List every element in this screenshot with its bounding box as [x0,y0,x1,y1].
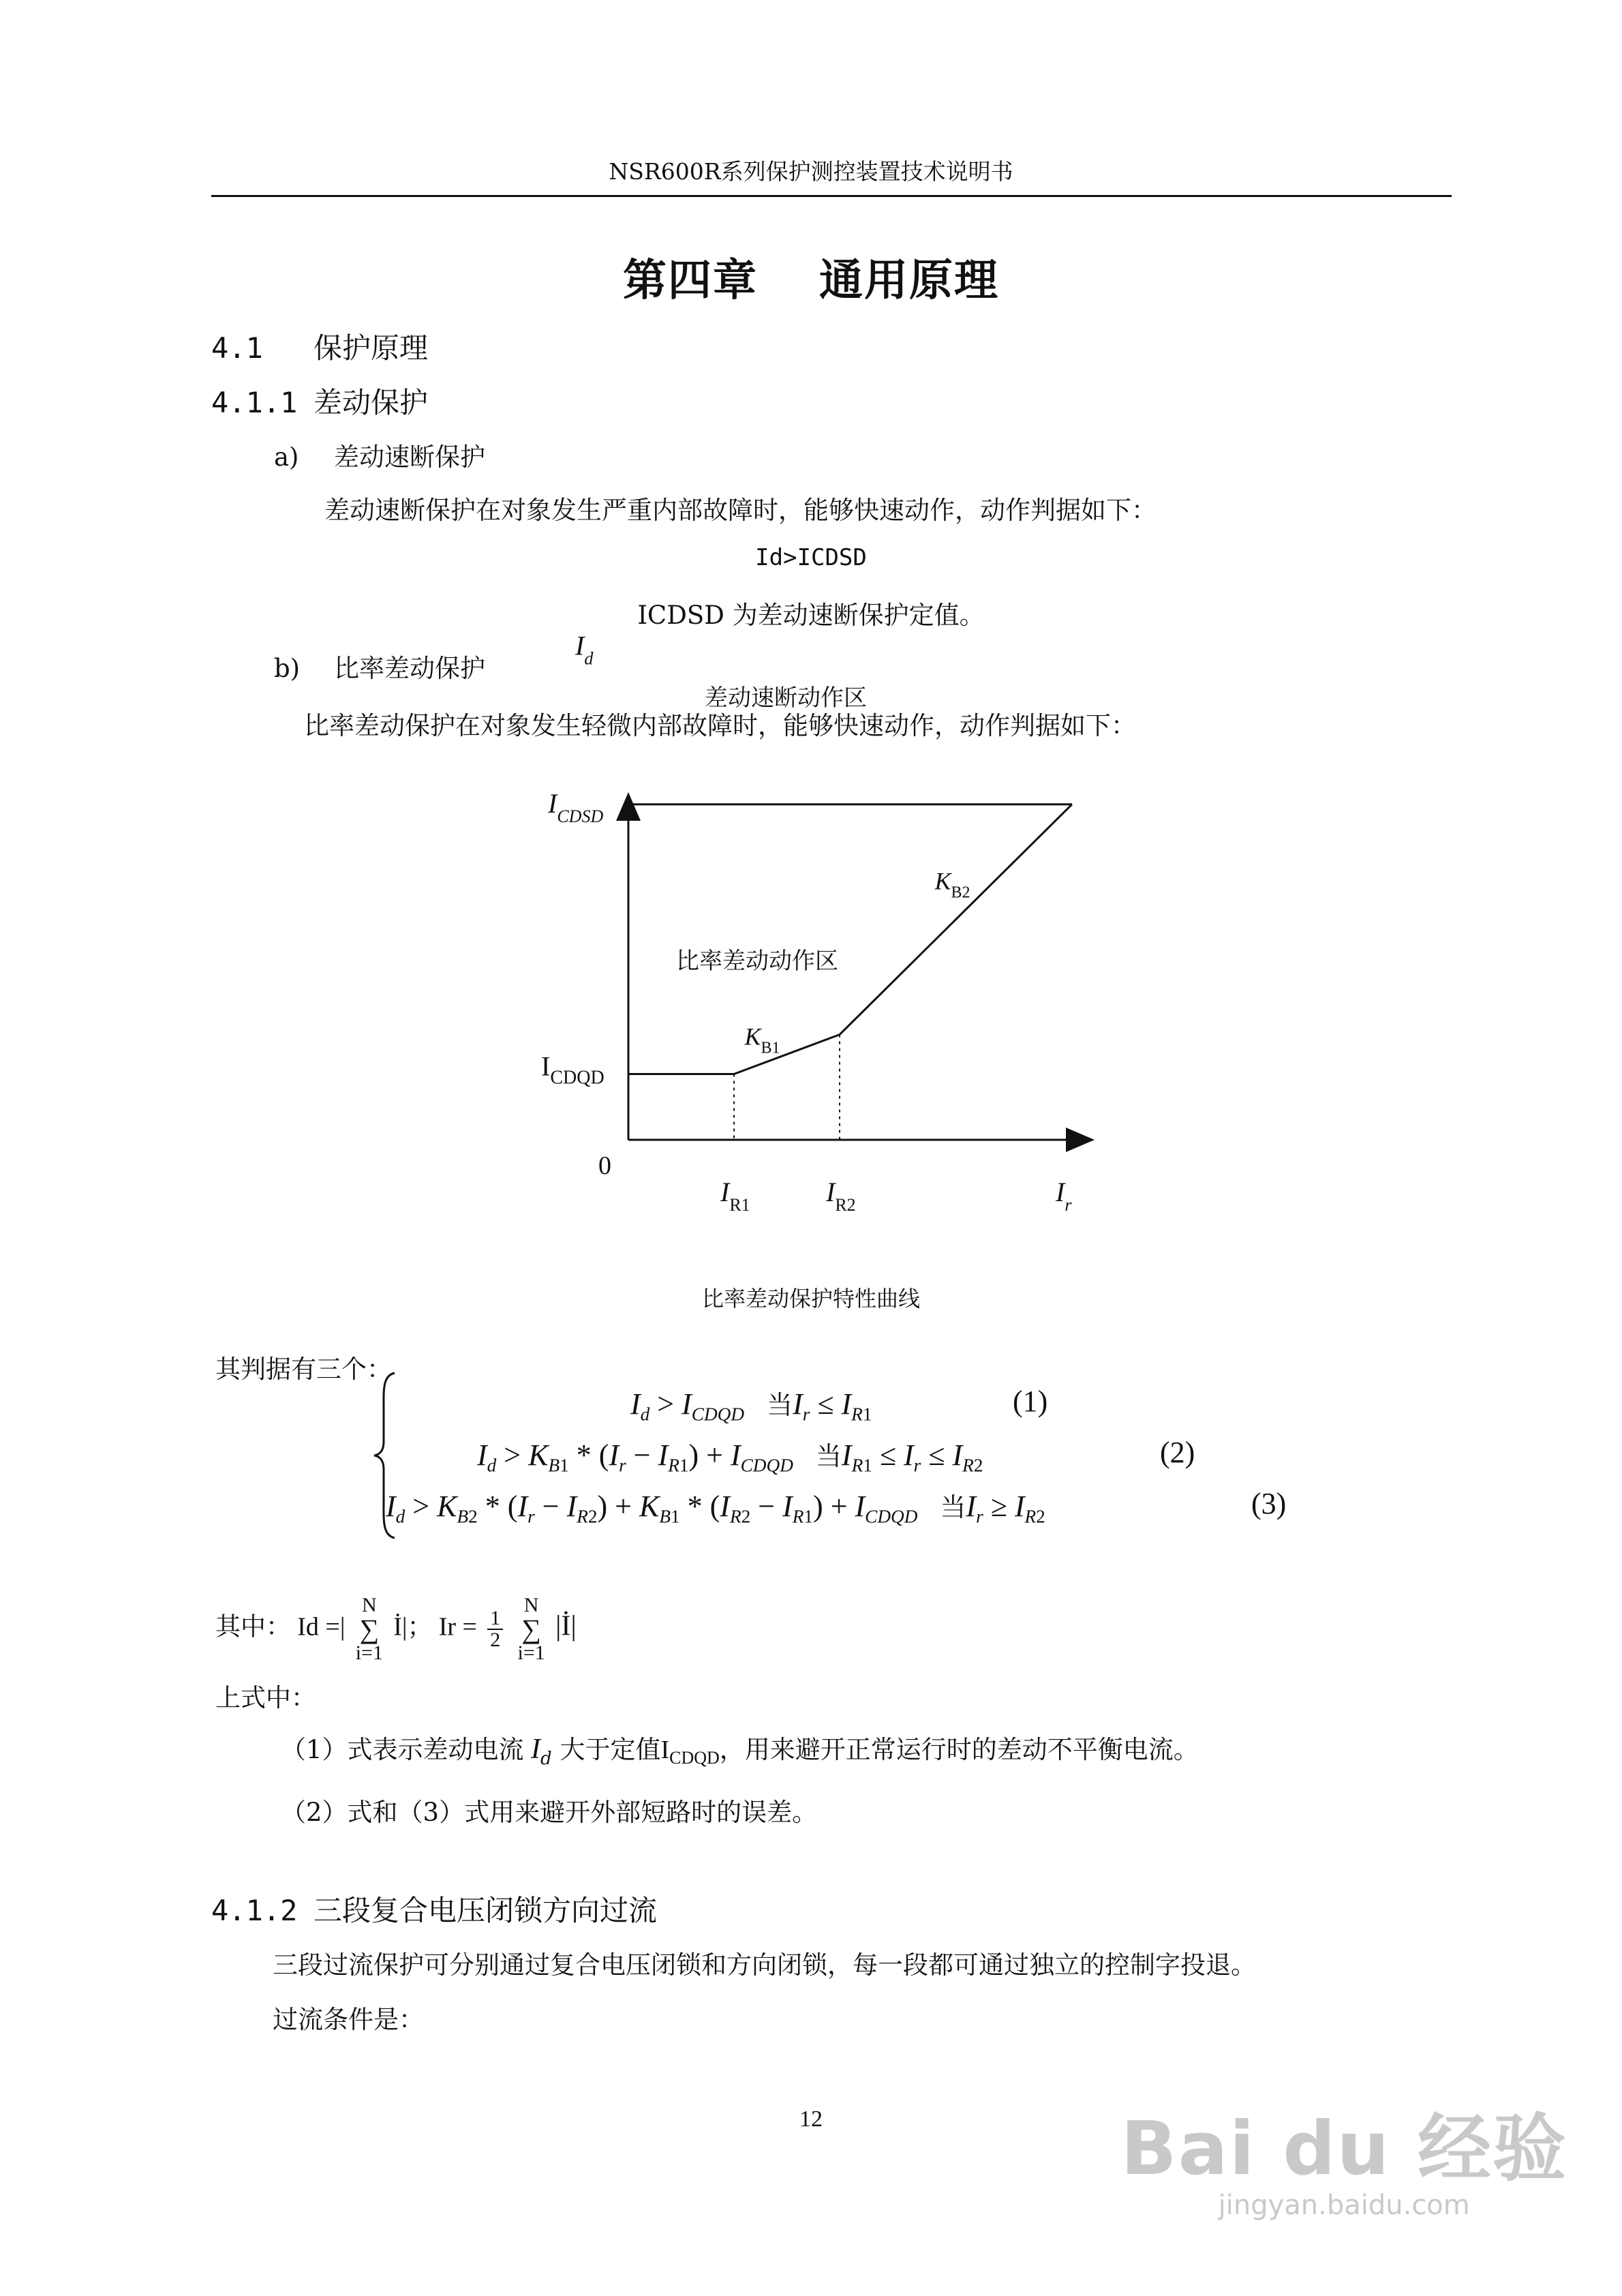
chart-labels [541,630,1072,1215]
section-number: 4.1 [211,331,263,365]
paragraph-overcurrent-condition: 过流条件是： [273,2005,424,2034]
section-heading-4-1-2 [211,1888,657,1929]
chapter-name: 通用原理 [819,256,999,306]
explain-line-1: （1）式表示差动电流 $I_d$ 大于定值$I_{CDQD}$，用来避开正常运行时的差动不平衡电流。 [281,1734,1199,1770]
list-title: 比率差动保护 [334,654,485,683]
x-axis-label: $I_r$ [1056,1177,1072,1215]
section-title: 保护原理 [313,331,429,365]
ir1-tick-label: $I_{R1}$ [720,1177,750,1215]
equation-3-number: (3) [1251,1487,1287,1520]
section-number: 4.1.1 [211,386,298,419]
ratio-characteristic-line [628,804,1072,1074]
equation-3: $I_d > K_{B2} * (I_r - I_{R2}) + K_{B1} * (I_{R2} - I_{R1}) + I_{CDQD}$ 当$I_r \ge I_{R2}$ [386,1490,1045,1527]
explain-line-2: （2）式和（3）式用来避开外部短路时的误差。 [281,1798,818,1827]
sum-id: N ∑ i=1 [355,1594,383,1664]
chart-guides [734,1035,840,1140]
kb1-slope-label: $K_{B1}$ [744,1023,780,1057]
y-axis-label: $I_d$ [575,630,594,669]
equation-1: $I_d > I_{CDQD}$ 当$I_r \le I_{R1}$ [630,1387,872,1425]
paragraph-quick-break: 差动速断保护在对象发生严重内部故障时，能够快速动作，动作判据如下： [324,496,1157,525]
region-ratio-label: 比率差动动作区 [676,948,838,976]
paragraph-ratio-diff: 比率差动保护在对象发生轻微内部故障时，能够快速动作，动作判据如下： [304,711,1136,740]
equation-1-number: (1) [1013,1385,1048,1418]
section-title: 差动保护 [313,386,429,419]
origin-label: 0 [598,1151,611,1180]
equation-2-number: (2) [1160,1436,1195,1469]
chart-caption: 比率差动保护特性曲线 [701,1286,920,1312]
criteria-intro: 其判据有三个： [215,1355,392,1384]
watermark-url: jingyan.baidu.com [1218,2190,1470,2221]
section-number: 4.1.2 [211,1894,298,1927]
list-label: b) [274,654,301,683]
ir2-tick-label: $I_{R2}$ [826,1177,856,1215]
icdqd-tick-label: $I_{CDQD}$ [541,1051,605,1089]
page-number: 12 [799,2106,823,2132]
list-title: 差动速断保护 [334,442,485,472]
note-icdsd: ICDSD 为差动速断保护定值。 [637,601,985,630]
equation-2: $I_d > K_{B1} * (I_r - I_{R1}) + I_{CDQD}$ 当$I_{R1} \le I_r \le I_{R2}$ [477,1438,983,1476]
icdsd-tick-label: $I_{CDSD}$ [548,787,604,826]
list-label: a) [274,442,299,472]
sum-ir: N ∑ i=1 [517,1594,545,1664]
chapter-number: 第四章 [623,256,758,306]
chart-series [628,804,1072,1074]
watermark-brand: Bai du 经验 [1120,2106,1567,2192]
kb2-slope-label: $K_{B2}$ [934,867,970,902]
explain-intro: 上式中： [215,1683,316,1712]
section-title: 三段复合电压闭锁方向过流 [313,1894,658,1927]
paragraph-overcurrent: 三段过流保护可分别通过复合电压闭锁和方向闭锁，每一段都可通过独立的控制字投退。 [273,1950,1256,1980]
region-quick-break-label: 差动速断动作区 [705,684,867,712]
formula-id-icdsd: Id>ICDSD [755,544,867,571]
running-header: NSR600R系列保护测控装置技术说明书 [609,158,1013,185]
half-fraction: $\frac{1}{2}$ [487,1608,503,1650]
where-definitions: 其中： Id =| N ∑ i=1 İ|； Ir = $\frac{1}{2}$ N ∑ i=1 |İ| [215,1594,577,1664]
baidu-watermark [1120,2089,1567,2221]
